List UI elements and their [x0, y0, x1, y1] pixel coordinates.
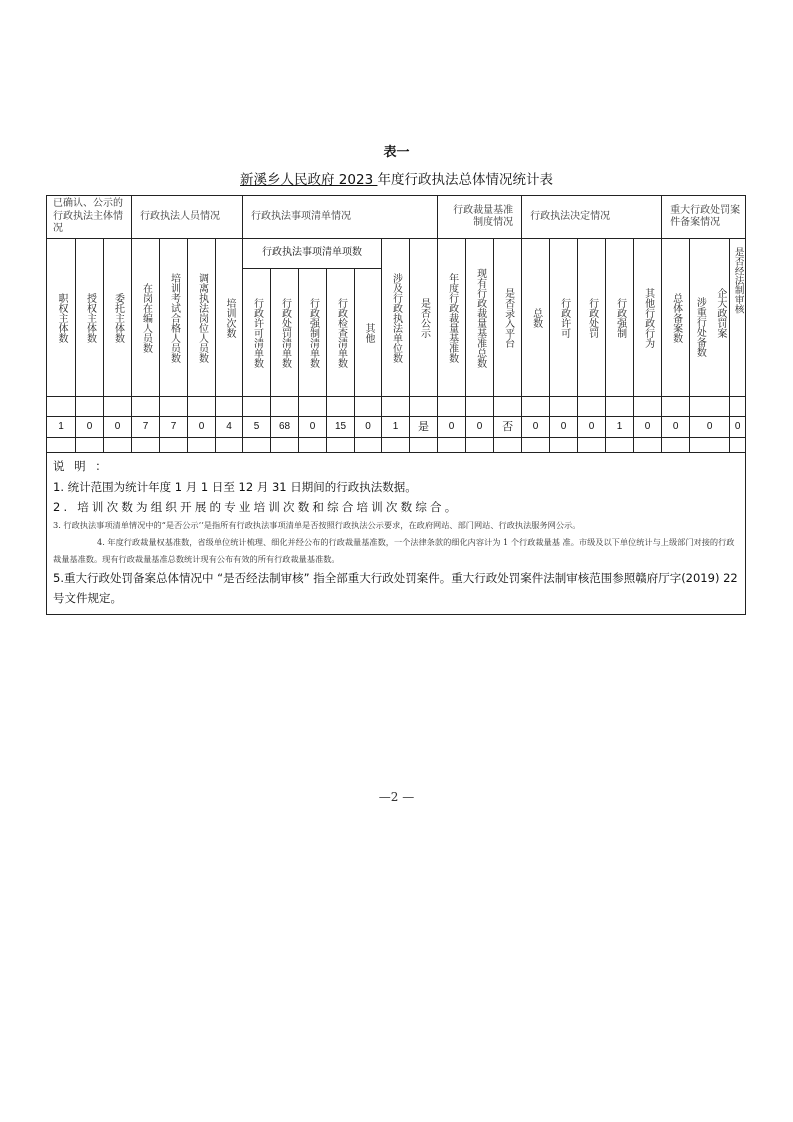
- value-cell: 0: [662, 417, 690, 438]
- col-header: 其他: [355, 269, 382, 397]
- note-item-1: 1. 统计范围为统计年度 1 月 1 日至 12 月 31 日期间的行政执法数据。: [53, 480, 417, 494]
- value-cell: 0: [76, 417, 104, 438]
- value-cell: 0: [438, 417, 466, 438]
- value-cell: 7: [160, 417, 188, 438]
- col-header: 行政处罚清单数: [271, 269, 299, 397]
- note-item-5: 5.重大行政处罚备案总体情况中 “是否经法制审核” 指全部重大行政处罚案件。重大行政处罚案件法制审核范围参照赣府厅字(2019) 22 号文件规定。: [53, 571, 738, 605]
- col-header: 职权主体数: [47, 239, 76, 397]
- notes-row: [47, 453, 746, 615]
- table-row-values: [47, 417, 746, 438]
- note-item-2: 2. 培训次数为组织开展的专业培训次数和综合培训次数综合。: [53, 500, 460, 514]
- value-cell: 是: [410, 417, 438, 438]
- col-header: 行政强制: [606, 239, 634, 397]
- table-row-empty: [47, 438, 746, 453]
- col-header: 是否录入平台: [494, 239, 522, 397]
- value-cell: 0: [188, 417, 216, 438]
- col-header: 是否经法制审核: [730, 239, 746, 397]
- note-item-4: 4. 年度行政裁量权基准数，省级单位统计梳理、细化并经公布的行政裁量基准数，一个法律条款的细化内容计为 1 个行政裁量基 准。市级及以下单位统计与上级部门对接的行政裁量基准数。现有行政裁量基准总数统计现有公布有效的所有行政裁量基准数。: [53, 537, 735, 564]
- col-header: 总数: [522, 239, 550, 397]
- title-rest: 年度行政执法总体情况统计表: [377, 172, 553, 188]
- col-header: 授权主体数: [76, 239, 104, 397]
- group-header-row: [47, 196, 746, 239]
- table-row-gap: [47, 397, 746, 417]
- value-cell: 15: [327, 417, 355, 438]
- note-item-3: 3. 行政执法事项清单情况中的“是否公示’’是指所有行政执法事项清单是否按照行政执法公示要求，在政府网站、部门网站、行政执法服务网公示。: [53, 520, 581, 530]
- value-cell: 1: [47, 417, 76, 438]
- col-header: 行政许可清单数: [243, 269, 271, 397]
- col-header: 是否公示: [410, 239, 438, 397]
- document-title: [0, 168, 793, 188]
- value-cell: 1: [382, 417, 410, 438]
- value-cell: 0: [355, 417, 382, 438]
- col-header: 总体备案数: [662, 239, 690, 397]
- value-cell: 5: [243, 417, 271, 438]
- col-header: 其他行政行为: [634, 239, 662, 397]
- col-header: 行政检查清单数: [327, 269, 355, 397]
- subgroup-header-item-counts: 行政执法事项清单项数: [243, 239, 382, 269]
- value-cell: 7: [132, 417, 160, 438]
- group-header-enforcement-subjects: 已确认、公示的行政执法主体情况: [47, 196, 132, 239]
- value-cell: 0: [634, 417, 662, 438]
- notes-cell: [47, 453, 746, 615]
- notes-heading: 说 明 ：: [53, 459, 110, 473]
- value-cell: 0: [550, 417, 578, 438]
- value-cell: 否: [494, 417, 522, 438]
- col-header: 涉及行政执法单位数: [382, 239, 410, 397]
- col-header: 在岗在编人员数: [132, 239, 160, 397]
- page-number: —2 —: [378, 790, 415, 804]
- title-org-year: 新溪乡人民政府 2023: [240, 172, 378, 188]
- value-cell: 1: [606, 417, 634, 438]
- value-cell: 0: [299, 417, 327, 438]
- col-header: 年度行政裁量基准数: [438, 239, 466, 397]
- col-header: 调离执法岗位人员数: [188, 239, 216, 397]
- value-cell: 4: [216, 417, 243, 438]
- value-cell: 0: [690, 417, 730, 438]
- col-header: 培训次数: [216, 239, 243, 397]
- group-header-decisions: 行政执法决定情况: [522, 196, 662, 239]
- col-header: 行政强制清单数: [299, 269, 327, 397]
- col-header: 培训考试合格人员数: [160, 239, 188, 397]
- value-cell: 0: [466, 417, 494, 438]
- value-cell: 68: [271, 417, 299, 438]
- group-header-discretion-standards: 行政裁量基准制度情况: [438, 196, 522, 239]
- group-header-item-list: 行政执法事项清单情况: [243, 196, 438, 239]
- value-cell: 0: [522, 417, 550, 438]
- group-header-personnel: 行政执法人员情况: [132, 196, 243, 239]
- col-header: 行政许可: [550, 239, 578, 397]
- group-header-major-penalty-filing: 重大行政处罚案件备案情况: [662, 196, 746, 239]
- col-header: 委托主体数: [104, 239, 132, 397]
- column-header-row-1: [47, 239, 746, 269]
- statistics-table: [46, 195, 746, 615]
- value-cell: 0: [104, 417, 132, 438]
- value-cell: 0: [578, 417, 606, 438]
- table-caption: 表一: [383, 145, 410, 160]
- col-header: 现有行政裁量基准总数: [466, 239, 494, 397]
- col-header: 行政处罚: [578, 239, 606, 397]
- col-header-enterprise-major-penalty: 涉重行处备数 企大政罚案: [690, 239, 730, 397]
- value-cell: 0: [730, 417, 746, 438]
